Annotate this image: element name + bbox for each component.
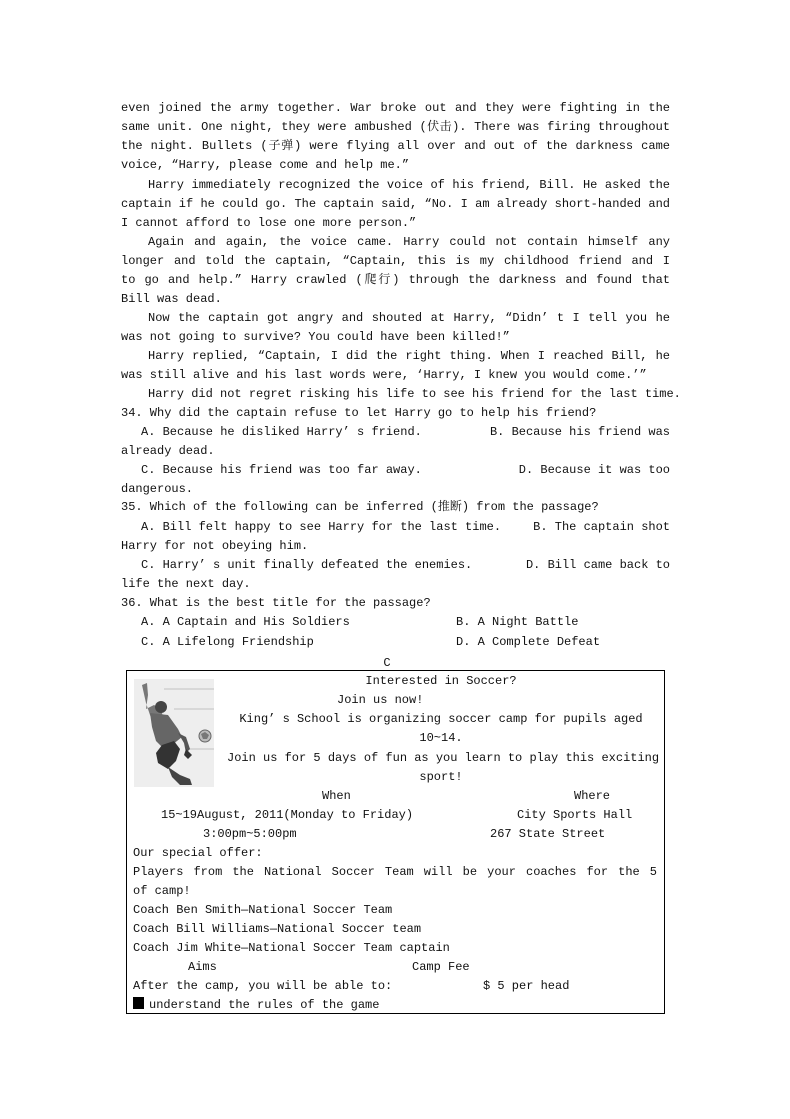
option-a: A. Bill felt happy to see Harry for the last time.	[141, 520, 502, 534]
camp-address: 267 State Street	[490, 827, 606, 841]
camp-time: 3:00pm~5:00pm	[203, 827, 297, 841]
soccer-player-icon	[134, 679, 214, 787]
camp-date: 15~19August, 2011(Monday to Friday)	[161, 808, 414, 822]
aim-text: understand the rules of the game	[149, 998, 380, 1012]
camp-fee: $ 5 per head	[483, 979, 570, 993]
ad-title: Interested in Soccer?	[365, 674, 517, 688]
text-line: was still alive and his last words were, ‘Harry, I knew you would come.’”	[121, 368, 647, 382]
coach-item: Coach Jim White—National Soccer Team captain	[133, 941, 450, 955]
text-line: Harry did not regret risking his life to see his friend for the last time.	[148, 387, 681, 401]
text-line: the night. Bullets (子弹) were flying all over and out of the darkness came	[121, 139, 670, 153]
question-35-options-cd	[121, 556, 670, 575]
ad-fun-2: sport!	[419, 770, 463, 784]
option-b-continued: Harry for not obeying him.	[121, 539, 309, 553]
soccer-player-image	[134, 679, 214, 787]
option-d-continued: life the next day.	[121, 577, 251, 591]
offer-line-2: of camp!	[133, 884, 191, 898]
ad-intro-1: King’ s School is organizing soccer camp for pupils aged	[239, 712, 643, 726]
option-a: A. A Captain and His Soldiers	[141, 615, 350, 629]
question-35-stem: 35. Which of the following can be inferred (推断) from the passage?	[121, 500, 599, 514]
camp-venue: City Sports Hall	[517, 808, 633, 822]
text-line: voice, “Harry, please come and help me.”	[121, 158, 410, 172]
question-36-options-cd	[121, 633, 670, 652]
ad-fun-1: Join us for 5 days of fun as you learn to play this exciting	[227, 751, 660, 765]
text-line: was not going to survive? You could have been killed!”	[121, 330, 510, 344]
offer-label: Our special offer:	[133, 846, 263, 860]
text-line: Again and again, the voice came. Harry could not contain himself any	[148, 235, 670, 249]
fee-label: Camp Fee	[412, 960, 470, 974]
text-line: to go and help.” Harry crawled (爬行) through the darkness and found that	[121, 273, 670, 287]
option-c: C. Because his friend was too far away.	[141, 463, 422, 477]
question-35-options-ab	[121, 518, 670, 537]
text-line: Bill was dead.	[121, 292, 222, 306]
option-a: A. Because he disliked Harry’ s friend.	[141, 425, 422, 439]
ad-join: Join us now!	[337, 693, 424, 707]
aims-intro: After the camp, you will be able to:	[133, 979, 393, 993]
coach-item: Coach Ben Smith—National Soccer Team	[133, 903, 393, 917]
text-line: Harry immediately recognized the voice of his friend, Bill. He asked the	[148, 178, 670, 192]
offer-line-1: Players from the National Soccer Team will be your coaches for the 5	[133, 865, 657, 879]
option-d: D. Bill came back to	[525, 558, 670, 572]
aims-label: Aims	[188, 960, 217, 974]
reading-passage	[121, 99, 681, 670]
question-34-options-cd	[121, 461, 670, 480]
question-36-stem: 36. What is the best title for the passage?	[121, 596, 431, 610]
option-b: B. A Night Battle	[456, 615, 579, 629]
option-d: D. A Complete Defeat	[456, 635, 601, 649]
square-bullet-icon	[133, 997, 144, 1009]
text-line: even joined the army together. War broke out and they were fighting in the	[121, 101, 670, 115]
soccer-camp-ad	[126, 670, 665, 1014]
aim-item	[133, 996, 379, 1015]
option-b-continued: already dead.	[121, 444, 215, 458]
option-c: C. Harry’ s unit finally defeated the enemies.	[141, 558, 473, 572]
question-36-options-ab	[121, 613, 670, 632]
text-line: captain if he could go. The captain said, “No. I am already short-handed and	[121, 197, 670, 211]
option-c: C. A Lifelong Friendship	[141, 635, 314, 649]
question-34-stem: 34. Why did the captain refuse to let Harry go to help his friend?	[121, 406, 597, 420]
where-label: Where	[574, 789, 611, 803]
option-d: D. Because it was too	[518, 463, 670, 477]
text-line: same unit. One night, they were ambushed (伏击). There was firing throughout	[121, 120, 670, 134]
text-line: Harry replied, “Captain, I did the right thing. When I reached Bill, he	[148, 349, 670, 363]
text-line: longer and told the captain, “Captain, this is my childhood friend and I	[121, 254, 670, 268]
text-line: Now the captain got angry and shouted at Harry, “Didn’ t I tell you he	[148, 311, 670, 325]
question-34-options-ab	[121, 423, 670, 442]
section-label: C	[383, 656, 391, 670]
option-b: B. Because his friend was	[489, 425, 670, 439]
when-label: When	[322, 789, 351, 803]
coach-item: Coach Bill Williams—National Soccer team	[133, 922, 422, 936]
option-d-continued: dangerous.	[121, 482, 194, 496]
option-b: B. The captain shot	[533, 520, 670, 534]
text-line: I cannot afford to lose one more person.”	[121, 216, 417, 230]
ad-intro-2: 10~14.	[419, 731, 463, 745]
